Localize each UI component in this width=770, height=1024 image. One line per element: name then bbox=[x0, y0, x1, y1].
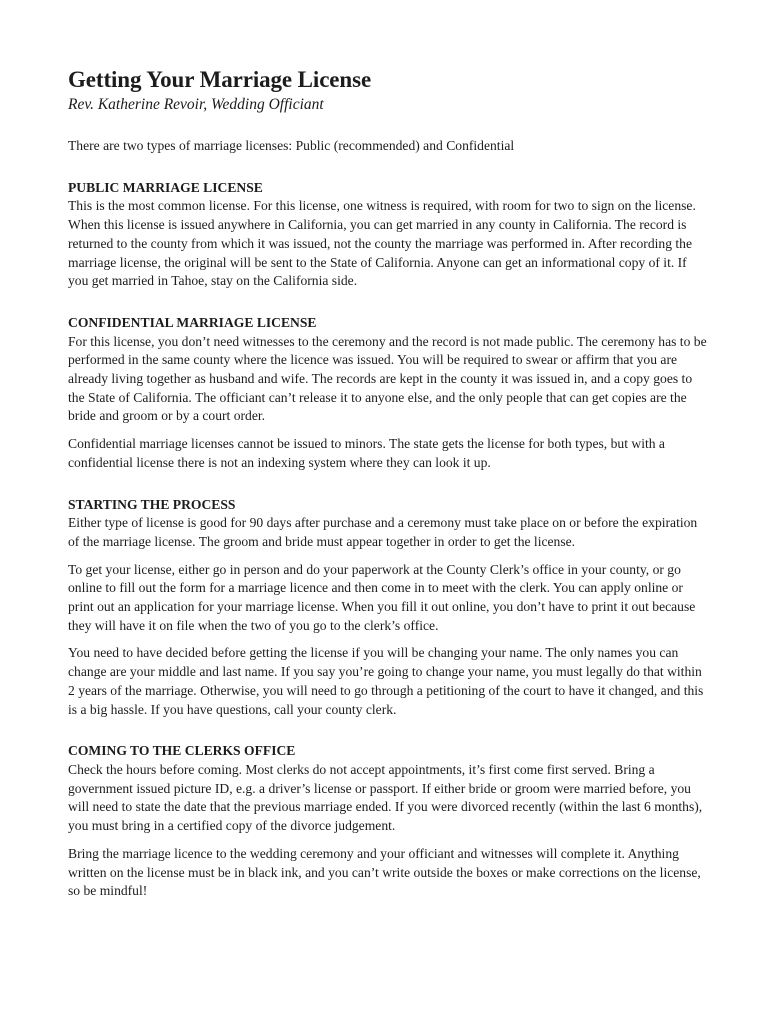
section-confidential-license bbox=[68, 314, 708, 473]
section-paragraph: Either type of license is good for 90 days after purchase and a ceremony must take place on or before the expiration of the marriage license. The groom and bride must appear together in order to get the license. bbox=[68, 515, 698, 549]
section-public-license bbox=[68, 179, 708, 291]
section-paragraph: Bring the marriage licence to the wedding ceremony and your officiant and witnesses will complete it. Anything written on the license must be in black ink, and you can’t write outside the boxes or make corrections on the license, so be mindful! bbox=[68, 845, 701, 899]
section-paragraph: Confidential marriage licenses cannot be issued to minors. The state gets the license for both types, but with a confidential license there is not an indexing system where they can look it up. bbox=[68, 436, 665, 470]
section-heading: STARTING THE PROCESS bbox=[68, 496, 236, 512]
document-page bbox=[68, 66, 708, 901]
section-paragraph: Check the hours before coming. Most clerks do not accept appointments, it’s first come first served. Bring a government issued picture ID, e.g. a driver’s license or passport. If either bride or groom were married before, you will need to state the date that the previous marriage ended. If you were divorced recently (within the last 6 months), you must bring in a certified copy of the divorce judgement. bbox=[68, 761, 703, 834]
section-heading: PUBLIC MARRIAGE LICENSE bbox=[68, 179, 263, 195]
section-starting-process bbox=[68, 496, 708, 720]
section-heading: COMING TO THE CLERKS OFFICE bbox=[68, 743, 296, 759]
section-paragraph: To get your license, either go in person and do your paperwork at the County Clerk’s office in your county, or go online to fill out the form for a marriage licence and then come in to meet with the clerk. You can apply online or print out an application for your marriage license. When you fill it out online, you don’t have to print it out because they will have it on file when the two of you go to the clerk’s office. bbox=[68, 561, 696, 633]
page-title: Getting Your Marriage License bbox=[68, 67, 372, 92]
section-paragraph: This is the most common license. For this license, one witness is required, with room for two to sign on the license. When this license is issued anywhere in California, you can get married in any county in California. The record is returned to the county from which it was issued, not the county the marriage was performed in. After recording the marriage license, the original will be sent to the State of California. Anyone can get an informational copy of it. If you get married in Tahoe, stay on the California side. bbox=[68, 198, 696, 289]
section-paragraph: For this license, you don’t need witnesses to the ceremony and the record is not made public. The ceremony has to be performed in the same county where the licence was issued. You will be required to swear or affirm that you are already living together as husband and wife. The records are kept in the county it was issued in, and a copy goes to the State of California. The officiant can’t release it to anyone else, and the only people that can get copies are the bride and groom or by a court order. bbox=[68, 333, 707, 424]
author-subtitle: Rev. Katherine Revoir, Wedding Officiant bbox=[68, 96, 324, 113]
section-paragraph: You need to have decided before getting the license if you will be changing your name. The only names you can change are your middle and last name. If you say you’re going to change your name, you must legally do that within 2 years of the marriage. Otherwise, you will need to go through a petitioning of the court to have it changed, and this is a big hassle. If you have questions, call your county clerk. bbox=[68, 645, 704, 717]
section-clerks-office bbox=[68, 742, 708, 901]
section-heading: CONFIDENTIAL MARRIAGE LICENSE bbox=[68, 314, 317, 330]
intro-paragraph: There are two types of marriage licenses: Public (recommended) and Confidential bbox=[68, 138, 515, 153]
